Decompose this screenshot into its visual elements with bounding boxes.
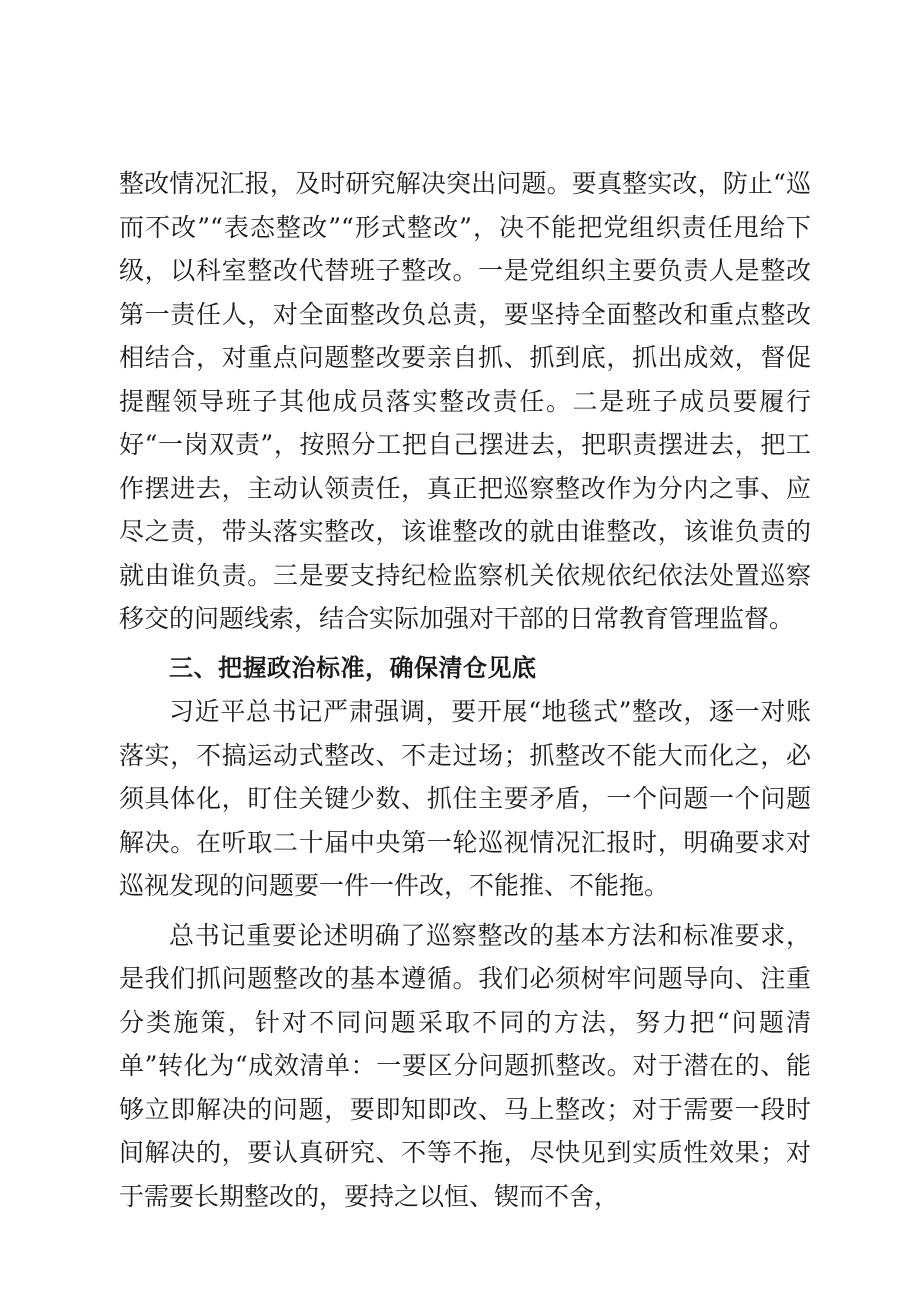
section-heading-3: 三、把握政治标准，确保清仓见底 <box>169 653 537 682</box>
body-paragraph-methods: 总书记重要论述明确了巡察整改的基本方法和标准要求，是我们抓问题整改的基本遵循。我们必须树牢问题导向、注重分类施策，针对不同问题采取不同的方法，努力把“问题清单”转化为“成效清单：一要区分问题抓整改。对于潜在的、能够立即解决的问题，要即知即改、马上整改；对于需要一段时间解决的，要认真研究、不等不拖，尽快见到实质性效果；对于需要长期整改的，要持之以恒、锲而不舍， <box>119 920 811 1211</box>
document-body <box>119 162 811 1218</box>
body-paragraph-quote: 习近平总书记严肃强调，要开展“地毯式”整改，逐一对账落实，不搞运动式整改、不走过场；抓整改不能大而化之，必须具体化，盯住关键少数、抓住主要矛盾，一个问题一个问题解决。在听取二十届中央第一轮巡视情况汇报时，明确要求对巡视发现的问题要一件一件改，不能推、不能拖。 <box>119 697 811 900</box>
body-paragraph-continuation: 整改情况汇报，及时研究解决突出问题。要真整实改，防止“巡而不改”“表态整改”“形式整改”，决不能把党组织责任甩给下级，以科室整改代替班子整改。一是党组织主要负责人是整改第一责任人，对全面整改负总责，要坚持全面整改和重点整改相结合，对重点问题整改要亲自抓、抓到底，抓出成效，督促提醒领导班子其他成员落实整改责任。二是班子成员要履行好“一岗双责”，按照分工把自己摆进去，把职责摆进去，把工作摆进去，主动认领责任，真正把巡察整改作为分内之事、应尽之责，带头落实整改，该谁整改的就由谁整改，该谁负责的就由谁负责。三是要支持纪检监察机关依规依纪依法处置巡察移交的问题线索，结合实际加强对干部的日常教育管理监督。 <box>119 169 811 633</box>
